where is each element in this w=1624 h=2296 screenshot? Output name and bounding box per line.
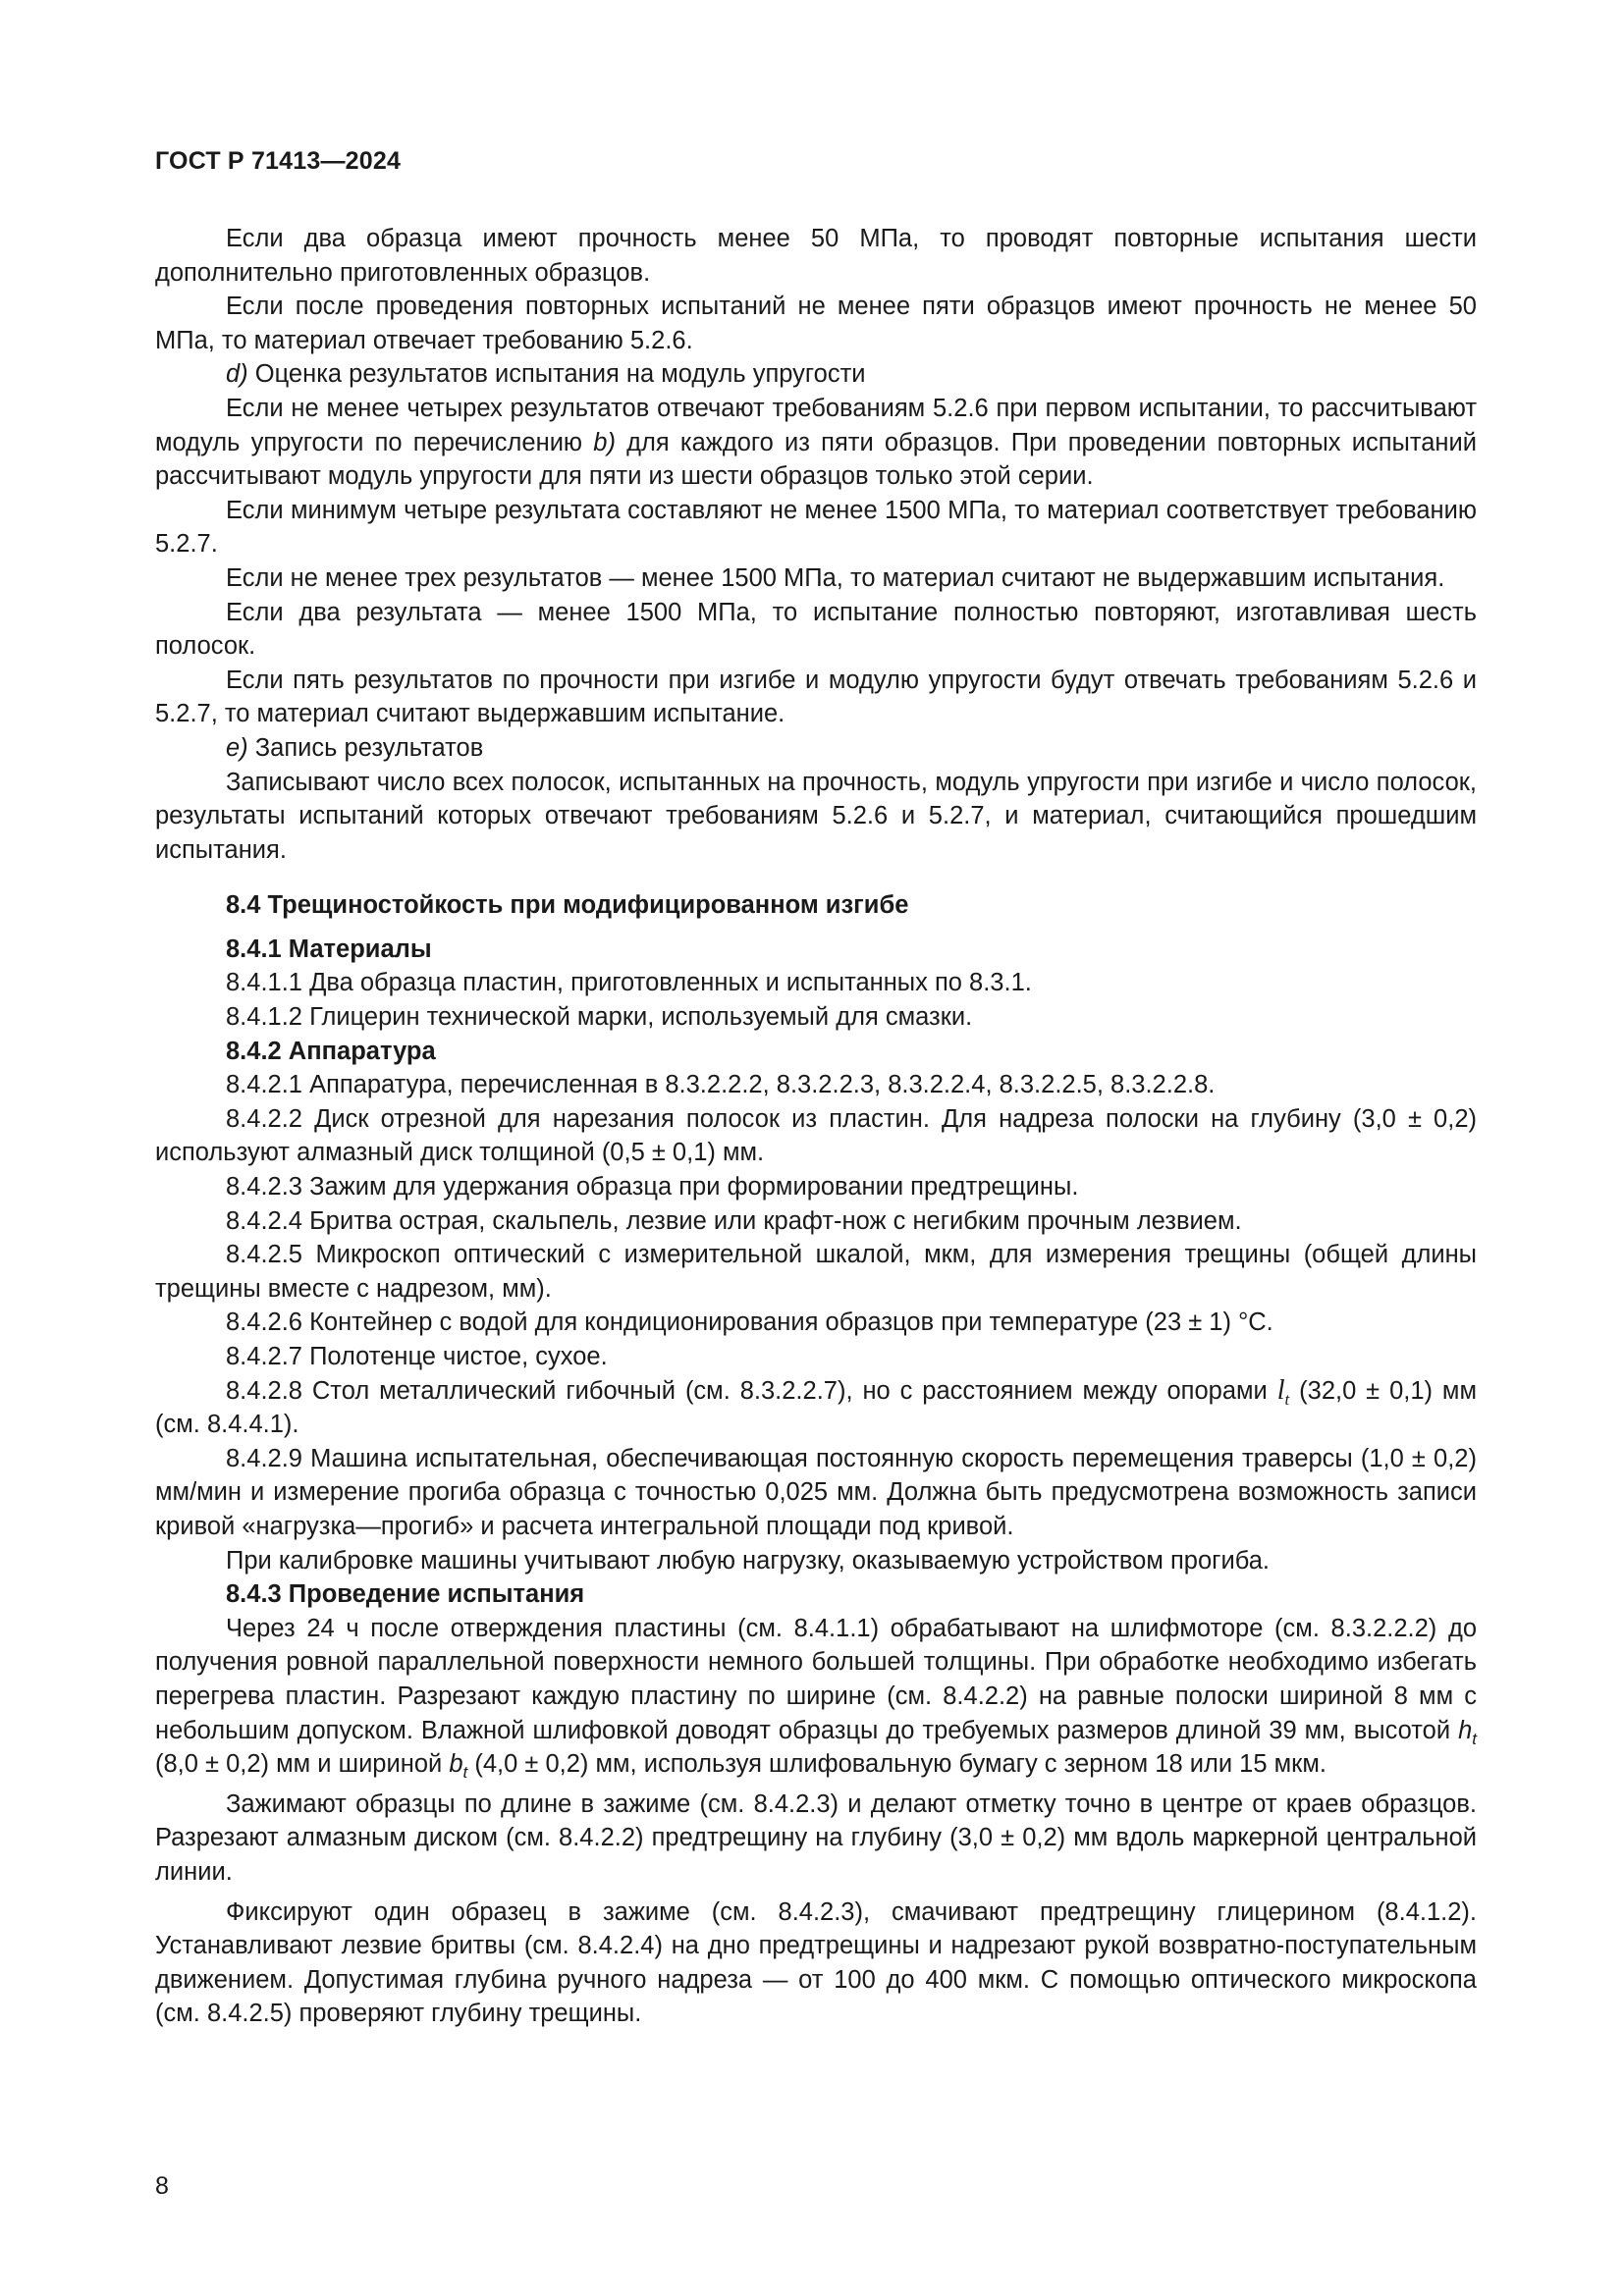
paragraph: Через 24 ч после отверждения пластины (см. 8.4.1.1) обрабатывают на шлифмоторе (см. 8.3.2.2.2) до получения ровной параллельной поверхности немного большей толщины. При обработке необходимо избегать перегрева пластин. Разрезают каждую пластину по ширине (см. 8.4.2.2) на равные полоски шириной 8 мм с небольшим допуском. Влажной шлифовкой доводят образцы до требуемых размеров длиной 39 мм, высотой $h_t$ (8,0 ± 0,2) мм и шириной $b_t$ (4,0 ± 0,2) мм, используя шлифовальную бумагу с зерном 18 или 15 мкм. [155, 1614, 1477, 1783]
page-number: 8 [155, 2172, 169, 2200]
variable-subscript: t [462, 1763, 468, 1783]
paragraph: При калибровке машины учитывают любую нагрузку, оказываемую устройством прогиба. [226, 1546, 1270, 1575]
clause-8-4-2-7: 8.4.2.7 Полотенце чистое, сухое. [226, 1343, 608, 1370]
list-reference: b) [593, 428, 616, 456]
section-heading-8-4: 8.4 Трещиностойкость при модифицированном изгибе [226, 891, 909, 920]
list-item-d: d) Оценка результатов испытания на модуль упругости [226, 360, 866, 389]
variable-subscript: t [1284, 1389, 1290, 1409]
paragraph: Если не менее трех результатов — менее 1500 МПа, то материал считают не выдержавшим испытания. [226, 563, 1445, 592]
clause-8-4-2-4: 8.4.2.4 Бритва острая, скальпель, лезвие или крафт-нож с негибким прочным лезвием. [226, 1206, 1242, 1235]
clause-8-4-2-5: 8.4.2.5 Микроскоп оптический с измерительной шкалой, мкм, для измерения трещины (общей длины трещины вместе с надрезом, мм). [155, 1241, 1477, 1303]
paragraph: Если два образца имеют прочность менее 50 МПа, то проводят повторные испытания шести дополнительно приготовленных образцов. [155, 225, 1477, 287]
clause-8-4-2-8: 8.4.2.8 Стол металлический гибочный (см. 8.3.2.2.7), но с расстоянием между опорами $l_t$ (32,0 ± 0,1) мм (см. 8.4.4.1). [155, 1374, 1477, 1439]
list-item-e: e) Запись результатов [226, 733, 484, 762]
clause-8-4-2-3: 8.4.2.3 Зажим для удержания образца при формировании предтрещины. [226, 1173, 1079, 1201]
document-body [155, 222, 1477, 2031]
document-header-code: ГОСТ Р 71413—2024 [155, 147, 402, 175]
paragraph: Если минимум четыре результата составляют не менее 1500 МПа, то материал соответствует требованию 5.2.7. [155, 496, 1477, 559]
paragraph: Если после проведения повторных испытаний не менее пяти образцов имеют прочность не менее 50 МПа, то материал отвечает требованию 5.2.6. [155, 293, 1477, 354]
variable-subscript: t [1472, 1729, 1477, 1748]
clause-8-4-1-1: 8.4.1.1 Два образца пластин, приготовленных и испытанных по 8.3.1. [226, 969, 1032, 997]
clause-8-4-2-6: 8.4.2.6 Контейнер с водой для кондиционирования образцов при температуре (23 ± 1) °С. [226, 1308, 1273, 1337]
list-letter: e) [226, 733, 248, 762]
paragraph: Фиксируют один образец в зажиме (см. 8.4.2.3), смачивают предтрещину глицерином (8.4.1.2). Устанавливают лезвие бритвы (см. 8.4.2.4) на дно предтрещины и надрезают рукой возвратно-поступательным движением. Допустимая глубина ручного надреза — от 100 до 400 мкм. С помощью оптического микроскопа (см. 8.4.2.5) проверяют глубину трещины. [155, 1897, 1477, 2028]
paragraph: Если не менее четырех результатов отвечают требованиям 5.2.6 при первом испытании, то рассчитывают модуль упругости по перечислению b) для каждого из пяти образцов. При проведении повторных испытаний рассчитывают модуль упругости для пяти из шести образцов только этой серии. [155, 394, 1477, 491]
clause-8-4-2-9: 8.4.2.9 Машина испытательная, обеспечивающая постоянную скорость перемещения траверсы (1,0 ± 0,2) мм/мин и измерение прогиба образца с точностью 0,025 мм. Должна быть предусмотрена возможность записи кривой «нагрузка—прогиб» и расчета интегральной площади под кривой. [155, 1444, 1477, 1540]
variable-b: b [449, 1750, 463, 1779]
clause-8-4-1-2: 8.4.1.2 Глицерин технической марки, используемый для смазки. [226, 1003, 973, 1032]
paragraph: Записывают число всех полосок, испытанных на прочность, модуль упругости при изгибе и число полосок, результаты испытаний которых отвечают требованиям 5.2.6 и 5.2.7, и материал, считающийся прошедшим испытания. [155, 768, 1477, 864]
clause-8-4-2-2: 8.4.2.2 Диск отрезной для нарезания полосок из пластин. Для надреза полоски на глубину (3,0 ± 0,2) используют алмазный диск толщиной (0,5 ± 0,1) мм. [155, 1104, 1477, 1167]
paragraph: Если два результата — менее 1500 МПа, то испытание полностью повторяют, изготавливая шесть полосок. [155, 598, 1477, 661]
clause-8-4-2-1: 8.4.2.1 Аппаратура, перечисленная в 8.3.2.2.2, 8.3.2.2.3, 8.3.2.2.4, 8.3.2.2.5, 8.3.2.2.8. [226, 1071, 1216, 1099]
subsection-heading-8-4-1: 8.4.1 Материалы [226, 934, 432, 963]
variable-l: l [1276, 1374, 1285, 1406]
subsection-heading-8-4-2: 8.4.2 Аппаратура [226, 1037, 436, 1065]
list-letter: d) [226, 360, 248, 389]
paragraph: Зажимают образцы по длине в зажиме (см. 8.4.2.3) и делают отметку точно в центре от краев образцов. Разрезают алмазным диском (см. 8.4.2.2) предтрещину на глубину (3,0 ± 0,2) мм вдоль маркерной центральной линии. [155, 1789, 1477, 1886]
subsection-heading-8-4-3: 8.4.3 Проведение испытания [226, 1580, 585, 1609]
paragraph: Если пять результатов по прочности при изгибе и модулю упругости будут отвечать требованиям 5.2.6 и 5.2.7, то материал считают выдержавшим испытание. [155, 666, 1477, 728]
variable-h: h [1458, 1716, 1473, 1744]
